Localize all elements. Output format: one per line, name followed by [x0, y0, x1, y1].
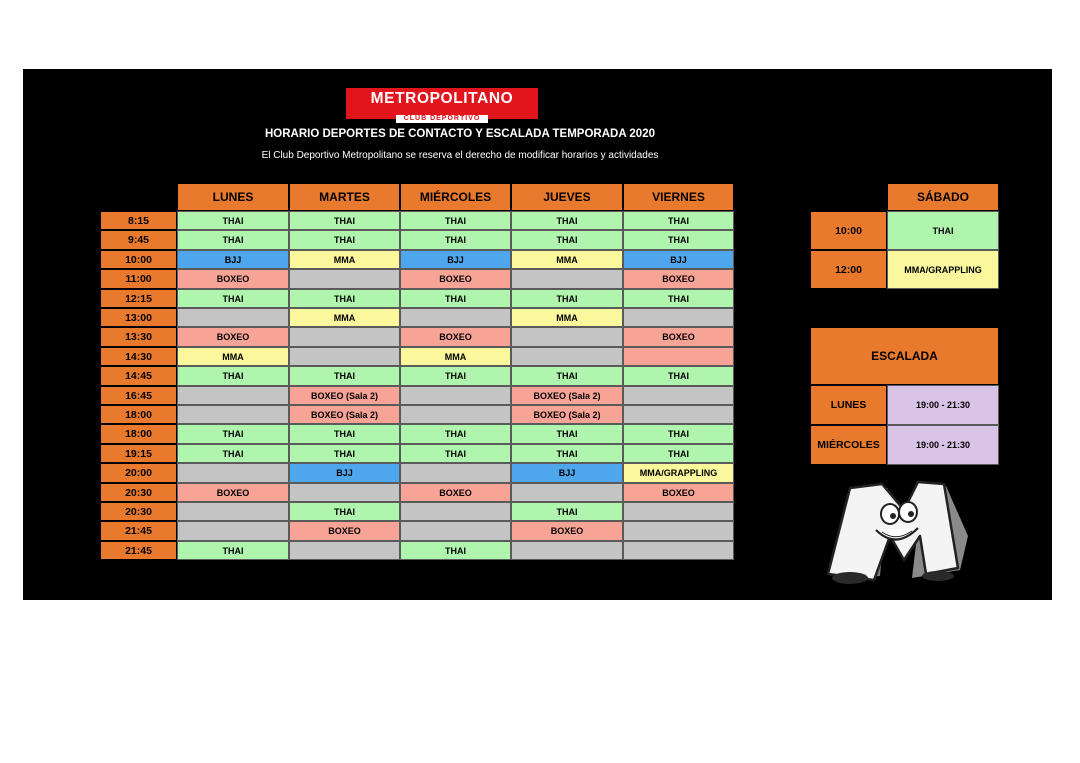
activity-cell: [400, 463, 511, 483]
activity-cell: BOXEO: [511, 521, 623, 541]
activity-cell: BOXEO: [177, 483, 289, 502]
activity-cell: [400, 521, 511, 541]
time-slot-cell: 10:00: [100, 250, 177, 269]
activity-cell: BOXEO: [623, 269, 734, 289]
activity-cell: [623, 521, 734, 541]
activity-cell: THAI: [511, 211, 623, 230]
time-slot-cell: 12:15: [100, 289, 177, 308]
activity-cell: THAI: [400, 541, 511, 560]
activity-cell: [511, 347, 623, 366]
time-slot-cell: 14:30: [100, 347, 177, 366]
time-slot-cell: 13:30: [100, 327, 177, 347]
activity-cell: [177, 405, 289, 424]
activity-cell: BOXEO: [623, 483, 734, 502]
activity-cell: THAI: [177, 289, 289, 308]
activity-cell: THAI: [400, 424, 511, 444]
activity-cell: [177, 463, 289, 483]
logo-subtext: CLUB DEPORTIVO: [396, 115, 489, 123]
weekday-header: VIERNES: [623, 183, 734, 211]
time-slot-cell: 21:45: [100, 521, 177, 541]
activity-cell: BJJ: [623, 250, 734, 269]
time-slot-cell: 14:45: [100, 366, 177, 386]
activity-cell: BOXEO (Sala 2): [289, 386, 400, 405]
activity-cell: BOXEO: [400, 269, 511, 289]
activity-cell: BOXEO: [400, 327, 511, 347]
escalada-hours-cell: 19:00 - 21:30: [887, 385, 999, 425]
saturday-activity-cell: THAI: [887, 211, 999, 250]
activity-cell: MMA: [289, 250, 400, 269]
time-slot-cell: 21:45: [100, 541, 177, 560]
activity-cell: [400, 502, 511, 521]
activity-cell: THAI: [289, 366, 400, 386]
club-logo: [346, 88, 538, 122]
escalada-day-cell: LUNES: [810, 385, 887, 425]
time-slot-cell: 18:00: [100, 424, 177, 444]
activity-cell: THAI: [511, 502, 623, 521]
time-slot-cell: 16:45: [100, 386, 177, 405]
saturday-time-cell: 12:00: [810, 250, 887, 289]
activity-cell: BOXEO (Sala 2): [511, 386, 623, 405]
activity-cell: [177, 386, 289, 405]
activity-cell: [623, 541, 734, 560]
activity-cell: THAI: [623, 424, 734, 444]
time-slot-cell: 9:45: [100, 230, 177, 250]
activity-cell: THAI: [177, 424, 289, 444]
activity-cell: BOXEO: [177, 269, 289, 289]
activity-cell: BOXEO: [400, 483, 511, 502]
activity-cell: THAI: [623, 211, 734, 230]
activity-cell: THAI: [289, 502, 400, 521]
logo-brand-text: METROPOLITANO: [370, 90, 514, 107]
activity-cell: MMA/GRAPPLING: [623, 463, 734, 483]
activity-cell: THAI: [623, 444, 734, 463]
activity-cell: BOXEO (Sala 2): [511, 405, 623, 424]
activity-cell: [289, 483, 400, 502]
activity-cell: THAI: [623, 230, 734, 250]
activity-cell: [289, 347, 400, 366]
activity-cell: [623, 347, 734, 366]
time-slot-cell: 20:00: [100, 463, 177, 483]
activity-cell: THAI: [289, 230, 400, 250]
activity-cell: BJJ: [400, 250, 511, 269]
activity-cell: MMA: [177, 347, 289, 366]
activity-cell: THAI: [623, 366, 734, 386]
mascot-image: [820, 470, 980, 588]
time-slot-cell: 19:15: [100, 444, 177, 463]
activity-cell: THAI: [177, 211, 289, 230]
activity-cell: BJJ: [177, 250, 289, 269]
activity-cell: THAI: [289, 289, 400, 308]
activity-cell: THAI: [511, 230, 623, 250]
activity-cell: [400, 308, 511, 327]
activity-cell: [289, 541, 400, 560]
activity-cell: MMA: [400, 347, 511, 366]
activity-cell: BOXEO: [623, 327, 734, 347]
activity-cell: [511, 327, 623, 347]
activity-cell: MMA: [511, 308, 623, 327]
activity-cell: [623, 502, 734, 521]
activity-cell: [177, 521, 289, 541]
activity-cell: THAI: [289, 211, 400, 230]
activity-cell: THAI: [177, 541, 289, 560]
time-slot-cell: 20:30: [100, 502, 177, 521]
activity-cell: BOXEO: [289, 521, 400, 541]
activity-cell: THAI: [289, 424, 400, 444]
activity-cell: MMA: [511, 250, 623, 269]
activity-cell: THAI: [177, 444, 289, 463]
activity-cell: THAI: [177, 366, 289, 386]
activity-cell: THAI: [400, 366, 511, 386]
activity-cell: [511, 483, 623, 502]
activity-cell: [623, 405, 734, 424]
time-slot-cell: 20:30: [100, 483, 177, 502]
escalada-header: ESCALADA: [810, 327, 999, 385]
weekday-header: JUEVES: [511, 183, 623, 211]
activity-cell: THAI: [289, 444, 400, 463]
activity-cell: THAI: [511, 424, 623, 444]
activity-cell: [177, 308, 289, 327]
time-slot-cell: 11:00: [100, 269, 177, 289]
activity-cell: THAI: [511, 289, 623, 308]
time-slot-cell: 8:15: [100, 211, 177, 230]
saturday-header: SÁBADO: [887, 183, 999, 211]
time-slot-cell: 18:00: [100, 405, 177, 424]
activity-cell: [511, 269, 623, 289]
activity-cell: BOXEO (Sala 2): [289, 405, 400, 424]
escalada-day-cell: MIÉRCOLES: [810, 425, 887, 465]
weekday-header: LUNES: [177, 183, 289, 211]
activity-cell: BOXEO: [177, 327, 289, 347]
activity-cell: [400, 386, 511, 405]
page-subtitle: El Club Deportivo Metropolitano se reserva el derecho de modificar horarios y actividades: [261, 150, 659, 161]
weekday-header: MARTES: [289, 183, 400, 211]
activity-cell: THAI: [511, 366, 623, 386]
saturday-activity-cell: MMA/GRAPPLING: [887, 250, 999, 289]
activity-cell: THAI: [400, 444, 511, 463]
weekday-header: MIÉRCOLES: [400, 183, 511, 211]
activity-cell: THAI: [177, 230, 289, 250]
activity-cell: THAI: [623, 289, 734, 308]
activity-cell: [177, 502, 289, 521]
activity-cell: [623, 308, 734, 327]
activity-cell: [623, 386, 734, 405]
activity-cell: [289, 269, 400, 289]
time-slot-cell: 13:00: [100, 308, 177, 327]
activity-cell: THAI: [400, 289, 511, 308]
activity-cell: BJJ: [511, 463, 623, 483]
activity-cell: [289, 327, 400, 347]
activity-cell: [400, 405, 511, 424]
activity-cell: MMA: [289, 308, 400, 327]
activity-cell: BJJ: [289, 463, 400, 483]
activity-cell: THAI: [511, 444, 623, 463]
saturday-time-cell: 10:00: [810, 211, 887, 250]
activity-cell: THAI: [400, 211, 511, 230]
escalada-hours-cell: 19:00 - 21:30: [887, 425, 999, 465]
page-title: HORARIO DEPORTES DE CONTACTO Y ESCALADA TEMPORADA 2020: [265, 128, 655, 140]
activity-cell: [511, 541, 623, 560]
activity-cell: THAI: [400, 230, 511, 250]
